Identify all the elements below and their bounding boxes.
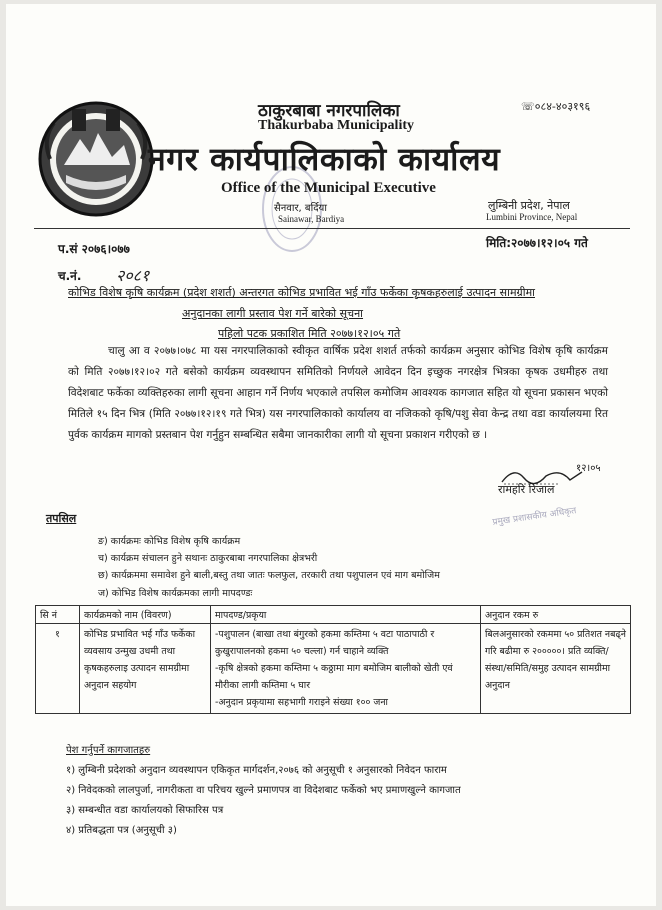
document-item: ४) प्रतिबद्धता पत्र (अनुसूची ३) <box>66 825 177 836</box>
document-item: ३) सम्बन्धीत वडा कार्यालयको सिफारिस पत्र <box>66 805 224 816</box>
municipality-name-np: ठाकुरबाबा नगरपालिका <box>258 101 400 121</box>
tapasil-title: तपसिल <box>46 512 77 525</box>
municipality-name-en: Thakurbaba Municipality <box>258 118 414 133</box>
province-en: Lumbini Province, Nepal <box>486 212 578 222</box>
address-en: Sainawar, Bardiya <box>278 214 345 224</box>
municipality-emblem-icon <box>36 99 156 219</box>
subject-line-3: पहिलो पटक प्रकाशित मिति २०७७।१२।०५ गते <box>218 327 401 340</box>
table-row <box>36 624 631 714</box>
official-stamp-text: प्रमुख प्रशासकीय अधिकृत <box>491 506 577 528</box>
table-cell-criteria <box>211 624 481 714</box>
subject-line-2: अनुदानका लागी प्रस्ताव पेश गर्ने बारेको सूचना <box>182 307 364 320</box>
office-title-np: नगर कार्यपालिकाको कार्यालय <box>148 140 501 178</box>
office-title-en: Office of the Municipal Executive <box>221 180 436 196</box>
tapasil-item: छ) कार्यक्रममा समावेश हुने बाली,बस्तु तथा जातः फलफुल, तरकारी तथा पशुपालन एवं माग बमोजिम <box>98 570 440 581</box>
criteria-item: -पशुपालन (बाखा तथा बंगुरको हकमा कम्तिमा ५ वटा पाठापाठी र कुखुरापालनको हकमा ५० चल्ला) गर्न चाहाने व्यक्ति <box>215 629 435 657</box>
phone-number: ☏०८४-४०३१९६ <box>521 100 591 113</box>
table-header: मापदण्ड/प्रकृया <box>211 606 481 624</box>
province-np: लुम्बिनी प्रदेश, नेपाल <box>488 199 570 212</box>
signatory-name: रामहरि रिजाल <box>498 483 555 496</box>
criteria-item: -अनुदान प्रकृयामा सहभागी गराइने संख्या १०० जना <box>215 697 388 708</box>
criteria-item: -कृषि क्षेत्रको हकमा कम्तिमा ५ कठ्ठामा माग बमोजिम बालीको खेती एवं मौरीका लागी कम्तिमा ५ घार <box>215 663 453 691</box>
table-header: कार्यक्रमको नाम (विवरण) <box>80 606 211 624</box>
dispatch-label: च.नं. <box>58 269 82 283</box>
documents-title: पेश गर्नुपर्ने कागजातहरु <box>66 745 151 756</box>
table-header: अनुदान रकम रु <box>481 606 631 624</box>
document-item: १) लुम्बिनी प्रदेशको अनुदान व्यवस्थापन एकिकृत मार्गदर्शन,२०७६ को अनुसूची १ अनुसारको निवेदन फाराम <box>66 765 447 776</box>
letter-date: मिति:२०७७।१२।०५ गते <box>486 236 588 250</box>
table-cell-name: कोभिड प्रभावित भई गाँउ फर्केका व्यवसाय उन्मुख उधमी तथा कृषकहरुलाइ उत्पादन सामग्रीमा अनुदान सहयोग <box>80 624 211 714</box>
tapasil-item: ङ) कार्यक्रमः कोभिड विशेष कृषि कार्यक्रम <box>98 536 241 547</box>
table-header-row <box>36 606 631 624</box>
dispatch-number: २०८१ <box>116 268 150 285</box>
document-item: २) निवेदकको लालपुर्जा, नागरीकता वा परिचय खुल्ने प्रमाणपत्र वा विदेशबाट फर्केको भए प्रमाणखुल्ने कागजात <box>66 785 461 796</box>
subject-line-1: कोभिड विशेष कृषि कार्यक्रम (प्रदेश शशर्त) अन्तरगत कोभिड प्रभावित भई गाँउ फर्केका कृषकहरुलाई उत्पादन सामग्रीमा <box>68 286 535 299</box>
table-cell-amount: बिलअनुसारको रकममा ५० प्रतिशत नबढ्ने गरि बढीमा रु २०००००। प्रति व्यक्ति/संस्था/समिति/समुह उत्पादन सामग्रीमा अनुदान <box>481 624 631 714</box>
table-header: सि नं <box>36 606 80 624</box>
address-np: सैनवार, बर्दिया <box>274 203 327 214</box>
criteria-table <box>35 605 631 714</box>
table-cell-sn: १ <box>36 624 80 714</box>
tapasil-item: च) कार्यक्रम संचालन हुने सथानः ठाकुरबाबा नगरपालिका क्षेत्रभरी <box>98 553 318 564</box>
notice-body: चालु आ व २०७७।०७८ मा यस नगरपालिकाको स्वीकृत वार्षिक प्रदेश शशर्त तर्फको कार्यक्रम अनुसार कोभिड विशेष कृषि कार्यक्रम को मिति २०७७।१२।०२ गते बसेको कार्यक्रम व्यवस्थापन समितिको निर्णयले आवेदन दिन इच्छुक नगरक्षेत्र भित्रका कृषक उधमीहरु तथा विदेशबाट फर्केका व्यक्तिहरुका लागी सूचना आहान गर्ने निर्णय भएकाले तपसिल कमोजिम आवश्यक कागजात सहित यो सूचना प्रकासन भएको मितिले १५ दिन भित्र (मिति २०७७।१२।१९ गते भित्र) यस नगरपालिकाको कार्यालय वा नजिकको कृषि/पशु सेवा केन्द्र तथा वडा कार्यालयमा रित पुर्वक कार्यक्रम मागको प्रस्तबान पेश गर्नुहुन सम्बन्धित सबैमा जानकारीका लागी यो सूचना प्रकाशन गरीएको छ । <box>68 345 608 441</box>
reference-number: प.सं २०७६।०७७ <box>58 242 130 256</box>
header-divider <box>34 228 630 229</box>
notice-page <box>6 4 656 906</box>
signature-date: १२।०५ <box>576 463 601 474</box>
tapasil-item: ज) कोभिड विशेष कार्यक्रमका लागी मापदण्डः <box>98 588 253 599</box>
